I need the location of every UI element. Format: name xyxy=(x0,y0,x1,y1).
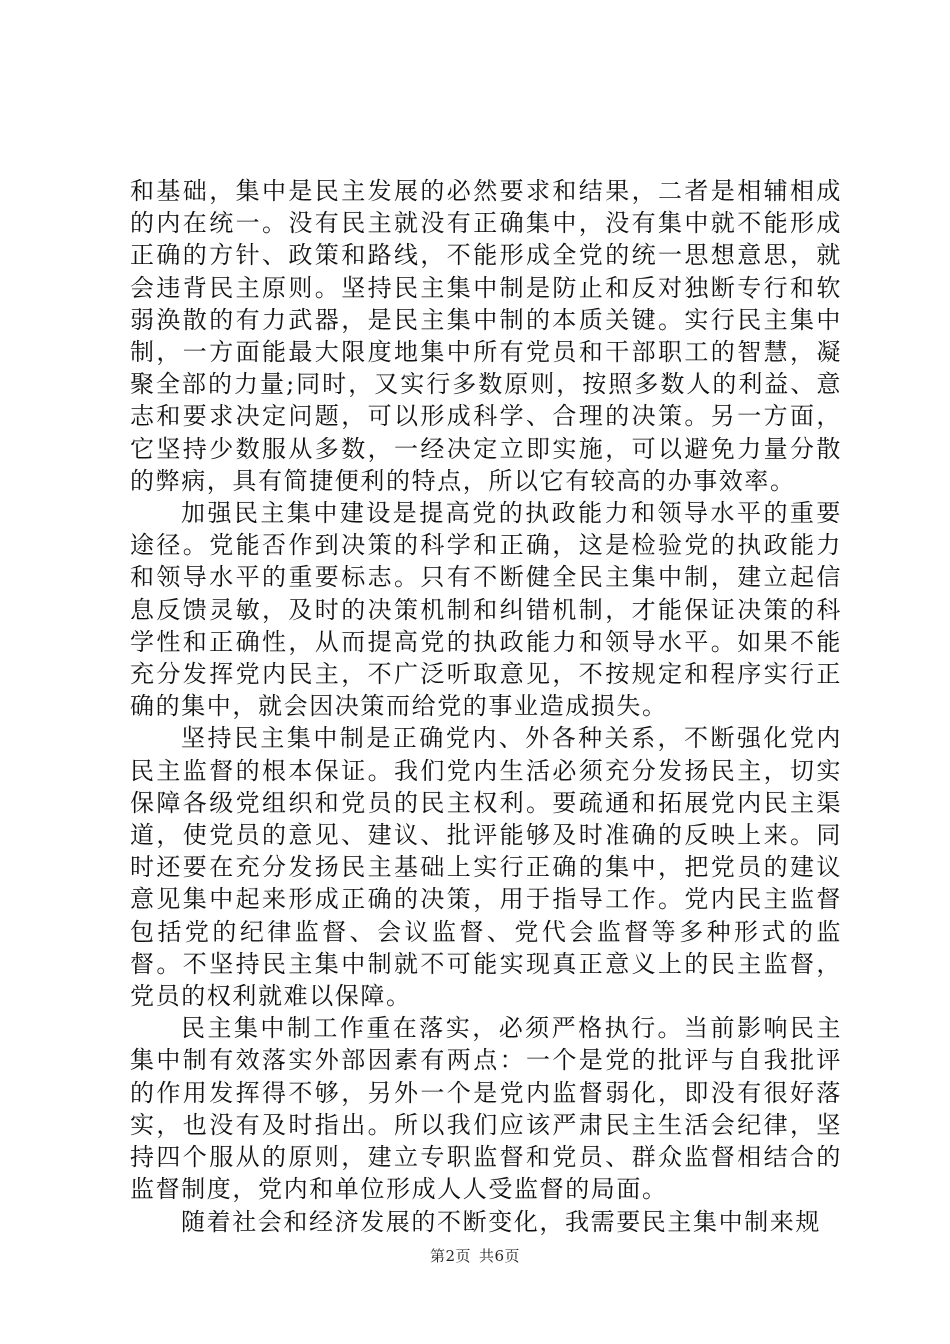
page-footer xyxy=(0,1245,950,1266)
paragraph: 坚持民主集中制是正确党内、外各种关系，不断强化党内民主监督的根本保证。我们党内生活必须充分发扬民主，切实保障各级党组织和党员的民主权利。要疏通和拓展党内民主渠道，使党员的意见、建议、批评能够及时准确的反映上来。同时还要在充分发扬民主基础上实行正确的集中，把党员的建议意见集中起来形成正确的决策，用于指导工作。党内民主监督包括党的纪律监督、会议监督、党代会监督等多种形式的监督。不坚持民主集中制就不可能实现真正意义上的民主监督，党员的权利就难以保障。 xyxy=(130,724,842,1011)
page-number: 第2页 xyxy=(429,1247,471,1265)
paragraph: 随着社会和经济发展的不断变化，我需要民主集中制来规 xyxy=(181,1207,821,1236)
paragraph: 民主集中制工作重在落实，必须严格执行。当前影响民主集中制有效落实外部因素有两点：一个是党的批评与自我批评的作用发挥得不够，另外一个是党内监督弱化，即没有很好落实，也没有及时指出。所以我们应该严肃民主生活会纪律，坚持四个服从的原则，建立专职监督和党员、群众监督相结合的监督制度，党内和单位形成人人受监督的局面。 xyxy=(130,1014,842,1204)
page-total: 共6页 xyxy=(479,1247,521,1265)
paragraph: 和基础，集中是民主发展的必然要求和结果，二者是相辅相成的内在统一。没有民主就没有正确集中，没有集中就不能形成正确的方针、政策和路线，不能形成全党的统一思想意思，就会违背民主原则。坚持民主集中制是防止和反对独断专行和软弱涣散的有力武器，是民主集中制的本质关键。实行民主集中制，一方面能最大限度地集中所有党员和干部职工的智慧，凝聚全部的力量;同时，又实行多数原则，按照多数人的利益、意志和要求决定问题，可以形成科学、合理的决策。另一方面，它坚持少数服从多数，一经决定立即实施，可以避免力量分散的弊病，具有简捷便利的特点，所以它有较高的办事效率。 xyxy=(130,177,842,495)
body-text xyxy=(130,175,842,1238)
paragraph: 加强民主集中建设是提高党的执政能力和领导水平的重要途径。党能否作到决策的科学和正确，这是检验党的执政能力和领导水平的重要标志。只有不断健全民主集中制，建立起信息反馈灵敏，及时的决策机制和纠错机制，才能保证决策的科学性和正确性，从而提高党的执政能力和领导水平。如果不能充分发挥党内民主，不广泛听取意见，不按规定和程序实行正确的集中，就会因决策而给党的事业造成损失。 xyxy=(130,499,842,721)
